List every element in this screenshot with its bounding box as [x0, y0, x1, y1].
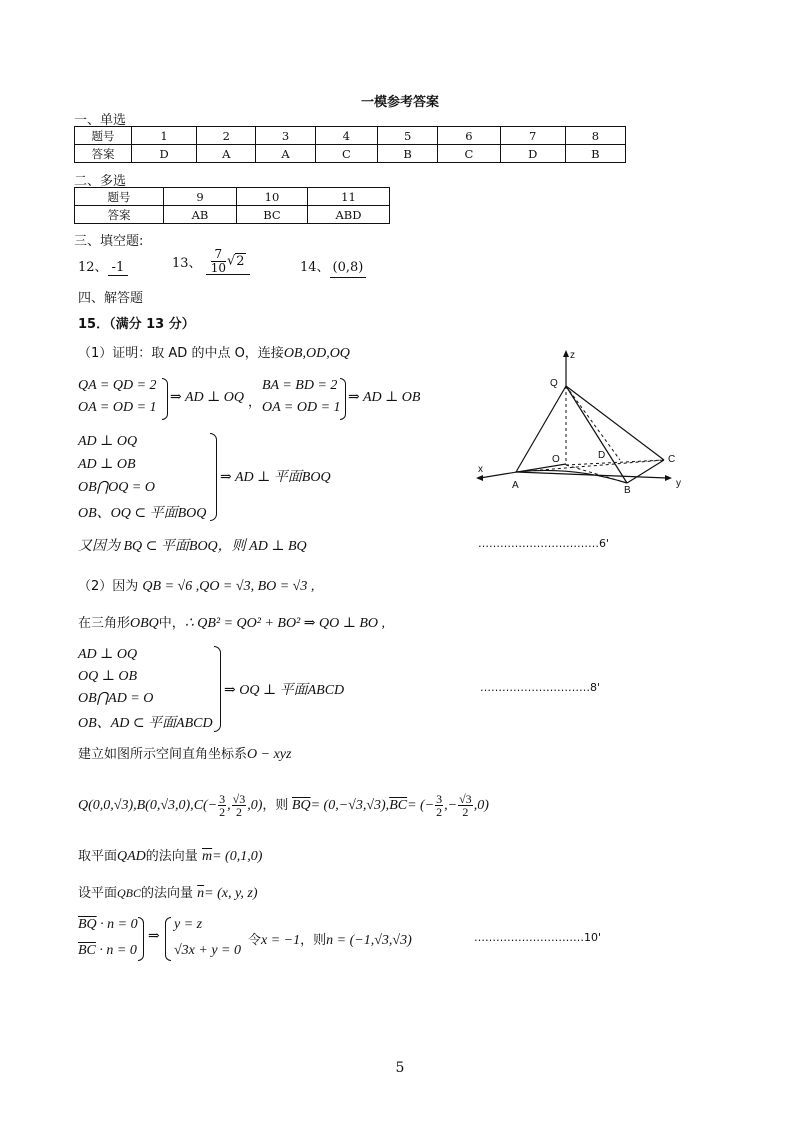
let-math: x = −1 [261, 933, 301, 948]
multi-choice-table [74, 187, 390, 224]
edge-qc [566, 386, 664, 460]
vector-bc-mid: ,− [444, 798, 458, 813]
eq2 [78, 943, 137, 959]
label-a: A [512, 480, 519, 491]
fill-answer-12 [78, 256, 128, 275]
step1-line1: QA = QD = 2 [78, 378, 157, 393]
text: 的法向量 [141, 886, 194, 901]
frac-numerator: 7 [211, 248, 226, 262]
answer-value: (0,8) [330, 260, 367, 278]
eq-rest: · n = 0 [99, 943, 137, 958]
plane-name: QBC [117, 886, 142, 900]
radicand: 2 [236, 253, 245, 269]
table-cell: C [315, 145, 377, 163]
fill-answer-14 [300, 256, 366, 275]
score-value: 10' [584, 931, 602, 944]
plane-name: QAD [117, 849, 146, 864]
section-solve: 四、解答题 [78, 291, 144, 306]
step5-line4: OB、AD ⊂ 平面ABCD [78, 716, 213, 731]
step3-line2: AD ⊥ OB [78, 457, 136, 472]
step5-result: ⇒ OQ ⊥ 平面ABCD [224, 683, 345, 698]
part2-line [78, 575, 314, 595]
section-fill-blank: 三、填空题: [74, 234, 144, 249]
frac-den: 2 [462, 805, 469, 820]
table-cell: D [132, 145, 197, 163]
step1-line2: OA = OD = 1 [78, 400, 157, 415]
eq-rest: · n = 0 [100, 917, 138, 932]
table-cell: ABD [308, 206, 390, 224]
brace [340, 378, 346, 420]
sys-line2: √3x + y = 0 [174, 943, 242, 958]
table-cell: 4 [315, 127, 377, 145]
vector-bq-value: = (0,−√3,√3), [310, 798, 390, 813]
text: 的法向量 [145, 849, 198, 864]
section-single-choice: 一、单选 [74, 113, 127, 128]
vector: $\overline{BQ}$ [78, 917, 97, 932]
tri-prefix: 在三角形 [78, 616, 131, 631]
table-cell: 11 [308, 188, 390, 206]
step5-line1: AD ⊥ OQ [78, 647, 138, 662]
score-10: …………………………10' [474, 931, 602, 944]
coord-text: 建立如图所示空间直角坐标系 [78, 747, 248, 762]
vector-bq: $\overline{BQ}$ [291, 798, 311, 813]
step2-line1: BA = BD = 2 [262, 378, 338, 393]
part1-intro [78, 342, 350, 362]
section-multi-choice: 二、多选 [74, 174, 127, 189]
q15-header: 15．（满分 13 分） [78, 317, 195, 332]
q-number: 14、 [300, 260, 330, 275]
table-cell: A [197, 145, 256, 163]
step4: 又因为 BQ ⊂ 平面BOQ，则 AD ⊥ BQ [78, 539, 307, 554]
brace [210, 433, 217, 521]
step2-line2: OA = OD = 1 [262, 400, 341, 415]
brace [162, 378, 168, 420]
plane-qad-line [78, 845, 262, 865]
page-title: 一模参考答案 [360, 95, 439, 110]
frac-num: √3 [232, 791, 246, 806]
table-cell: AB [164, 206, 237, 224]
step2-result: ⇒ AD ⊥ OB [348, 390, 421, 405]
table-cell: 8 [565, 127, 625, 145]
vector-bc: $\overline{BC}$ [389, 798, 408, 813]
table-cell: 2 [197, 127, 256, 145]
tri-name: OBQ [130, 616, 159, 631]
table-cell: 10 [237, 188, 308, 206]
table-cell: 6 [438, 127, 500, 145]
vector-n: $\overline{n}$ [197, 886, 205, 901]
table-cell: D [500, 145, 565, 163]
text: ，则 [300, 933, 327, 948]
q-number: 12、 [78, 260, 108, 275]
q-number: 13、 [172, 256, 202, 272]
pyramid-figure [472, 348, 704, 496]
tri-mid: 中， [158, 616, 185, 631]
frac-num: 3 [219, 791, 226, 806]
edge-qb [566, 386, 627, 483]
score-8: …………………………8' [480, 681, 601, 694]
score-value: 6' [599, 537, 610, 550]
text: 令 [248, 933, 262, 948]
brace [138, 917, 144, 961]
fill-answer-13: 13、 $\frac{7}{10}$ √2 [172, 248, 250, 275]
text: 取平面 [78, 849, 118, 864]
implies: ⇒ [148, 929, 160, 944]
frac-num: √3 [459, 791, 472, 806]
point-c-post: ,0) [247, 798, 263, 813]
frac-den: 2 [219, 805, 226, 820]
table-row-label: 题号 [75, 127, 132, 145]
comma: ， [248, 395, 262, 410]
step3-result: ⇒ AD ⊥ 平面BOQ [220, 470, 331, 485]
eq1 [78, 917, 138, 933]
single-choice-table [74, 126, 626, 163]
frac-den: 2 [235, 805, 242, 820]
intro-math: OB,OD,OQ [283, 346, 350, 361]
table-cell: BC [237, 206, 308, 224]
edge-bc [627, 460, 664, 483]
let-result: n = (−1,√3,√3) [326, 933, 412, 948]
z-arrow [563, 350, 569, 357]
label-o: O [552, 454, 560, 465]
score-6: ……………………………6' [478, 537, 610, 550]
label-c: C [668, 454, 676, 465]
triangle-line [78, 612, 385, 632]
label-y: y [676, 478, 681, 489]
edge-qd [566, 386, 620, 460]
y-arrow [665, 475, 672, 481]
step3-line3: OB⋂OQ = O [78, 480, 155, 495]
vector-m: $\overline{m}$ [201, 849, 213, 864]
step1-result: ⇒ AD ⊥ OQ [170, 390, 245, 405]
table-row-label: 答案 [75, 145, 132, 163]
let-line [248, 929, 412, 949]
vector-bc-pre: = (− [407, 798, 435, 813]
sys-line1: y = z [174, 917, 203, 932]
table-row-label: 题号 [75, 188, 164, 206]
vector-bc-post: ,0) [473, 798, 489, 813]
label-z: z [570, 350, 575, 361]
intro-text: （1）证明：取 AD 的中点 O，连接 [78, 346, 284, 361]
text: 设平面 [78, 886, 118, 901]
step5-line3: OB⋂AD = O [78, 691, 154, 706]
table-cell: 1 [132, 127, 197, 145]
vector-n-value: = (x, y, z) [204, 886, 258, 901]
point-b: B(0,√3,0), [136, 798, 194, 813]
table-cell: B [565, 145, 625, 163]
vector-m-value: = (0,1,0) [212, 849, 263, 864]
plane-qbc-line [78, 882, 258, 902]
label-q: Q [550, 378, 558, 389]
label-x: x [478, 464, 483, 475]
table-cell: A [256, 145, 315, 163]
frac-num: 3 [436, 791, 443, 806]
frac-denominator: 10 [210, 260, 226, 275]
part2-math: QB = √6 ,QO = √3, BO = √3 , [142, 579, 315, 594]
score-value: 8' [590, 681, 601, 694]
point-q: Q(0,0,√3), [78, 798, 137, 813]
table-cell: 7 [500, 127, 565, 145]
page-number: 5 [395, 1060, 405, 1076]
table-row-label: 答案 [75, 206, 164, 224]
step3-line4: OB、OQ ⊂ 平面BOQ [78, 506, 207, 521]
step5-line2: OQ ⊥ OB [78, 669, 138, 684]
part2-prefix: （2）因为 [78, 579, 139, 594]
brace [165, 917, 171, 961]
then-text: ，则 [262, 798, 289, 813]
table-cell: B [378, 145, 438, 163]
frac-den: 2 [436, 805, 443, 820]
vector: $\overline{BC}$ [78, 943, 96, 958]
coord-math: O − xyz [247, 747, 292, 762]
table-cell: 5 [378, 127, 438, 145]
label-b: B [624, 485, 631, 496]
coord-line [78, 743, 291, 763]
answer-value: -1 [108, 260, 129, 276]
table-cell: 9 [164, 188, 237, 206]
table-cell: 3 [256, 127, 315, 145]
x-arrow [476, 475, 483, 481]
step3-line1: AD ⊥ OQ [78, 434, 138, 449]
brace [214, 646, 221, 732]
points-line: Q(0,0,√3),B(0,√3,0),C(− $\frac{3}{2}$ , $\frac{√3}{2}$ ,0)，则 $\overline{BQ}= (0,-√3,√3),\overline{BC}=$ (− $\frac{3}{2}$ ,− $\frac{√3}{2}$ ,0) [78, 791, 489, 820]
table-cell: C [438, 145, 500, 163]
label-d: D [598, 450, 606, 461]
tri-math: ∴ QB² = QO² + BO² ⇒ QO ⊥ BO , [184, 616, 386, 631]
point-c-pre: C(− [193, 798, 218, 813]
